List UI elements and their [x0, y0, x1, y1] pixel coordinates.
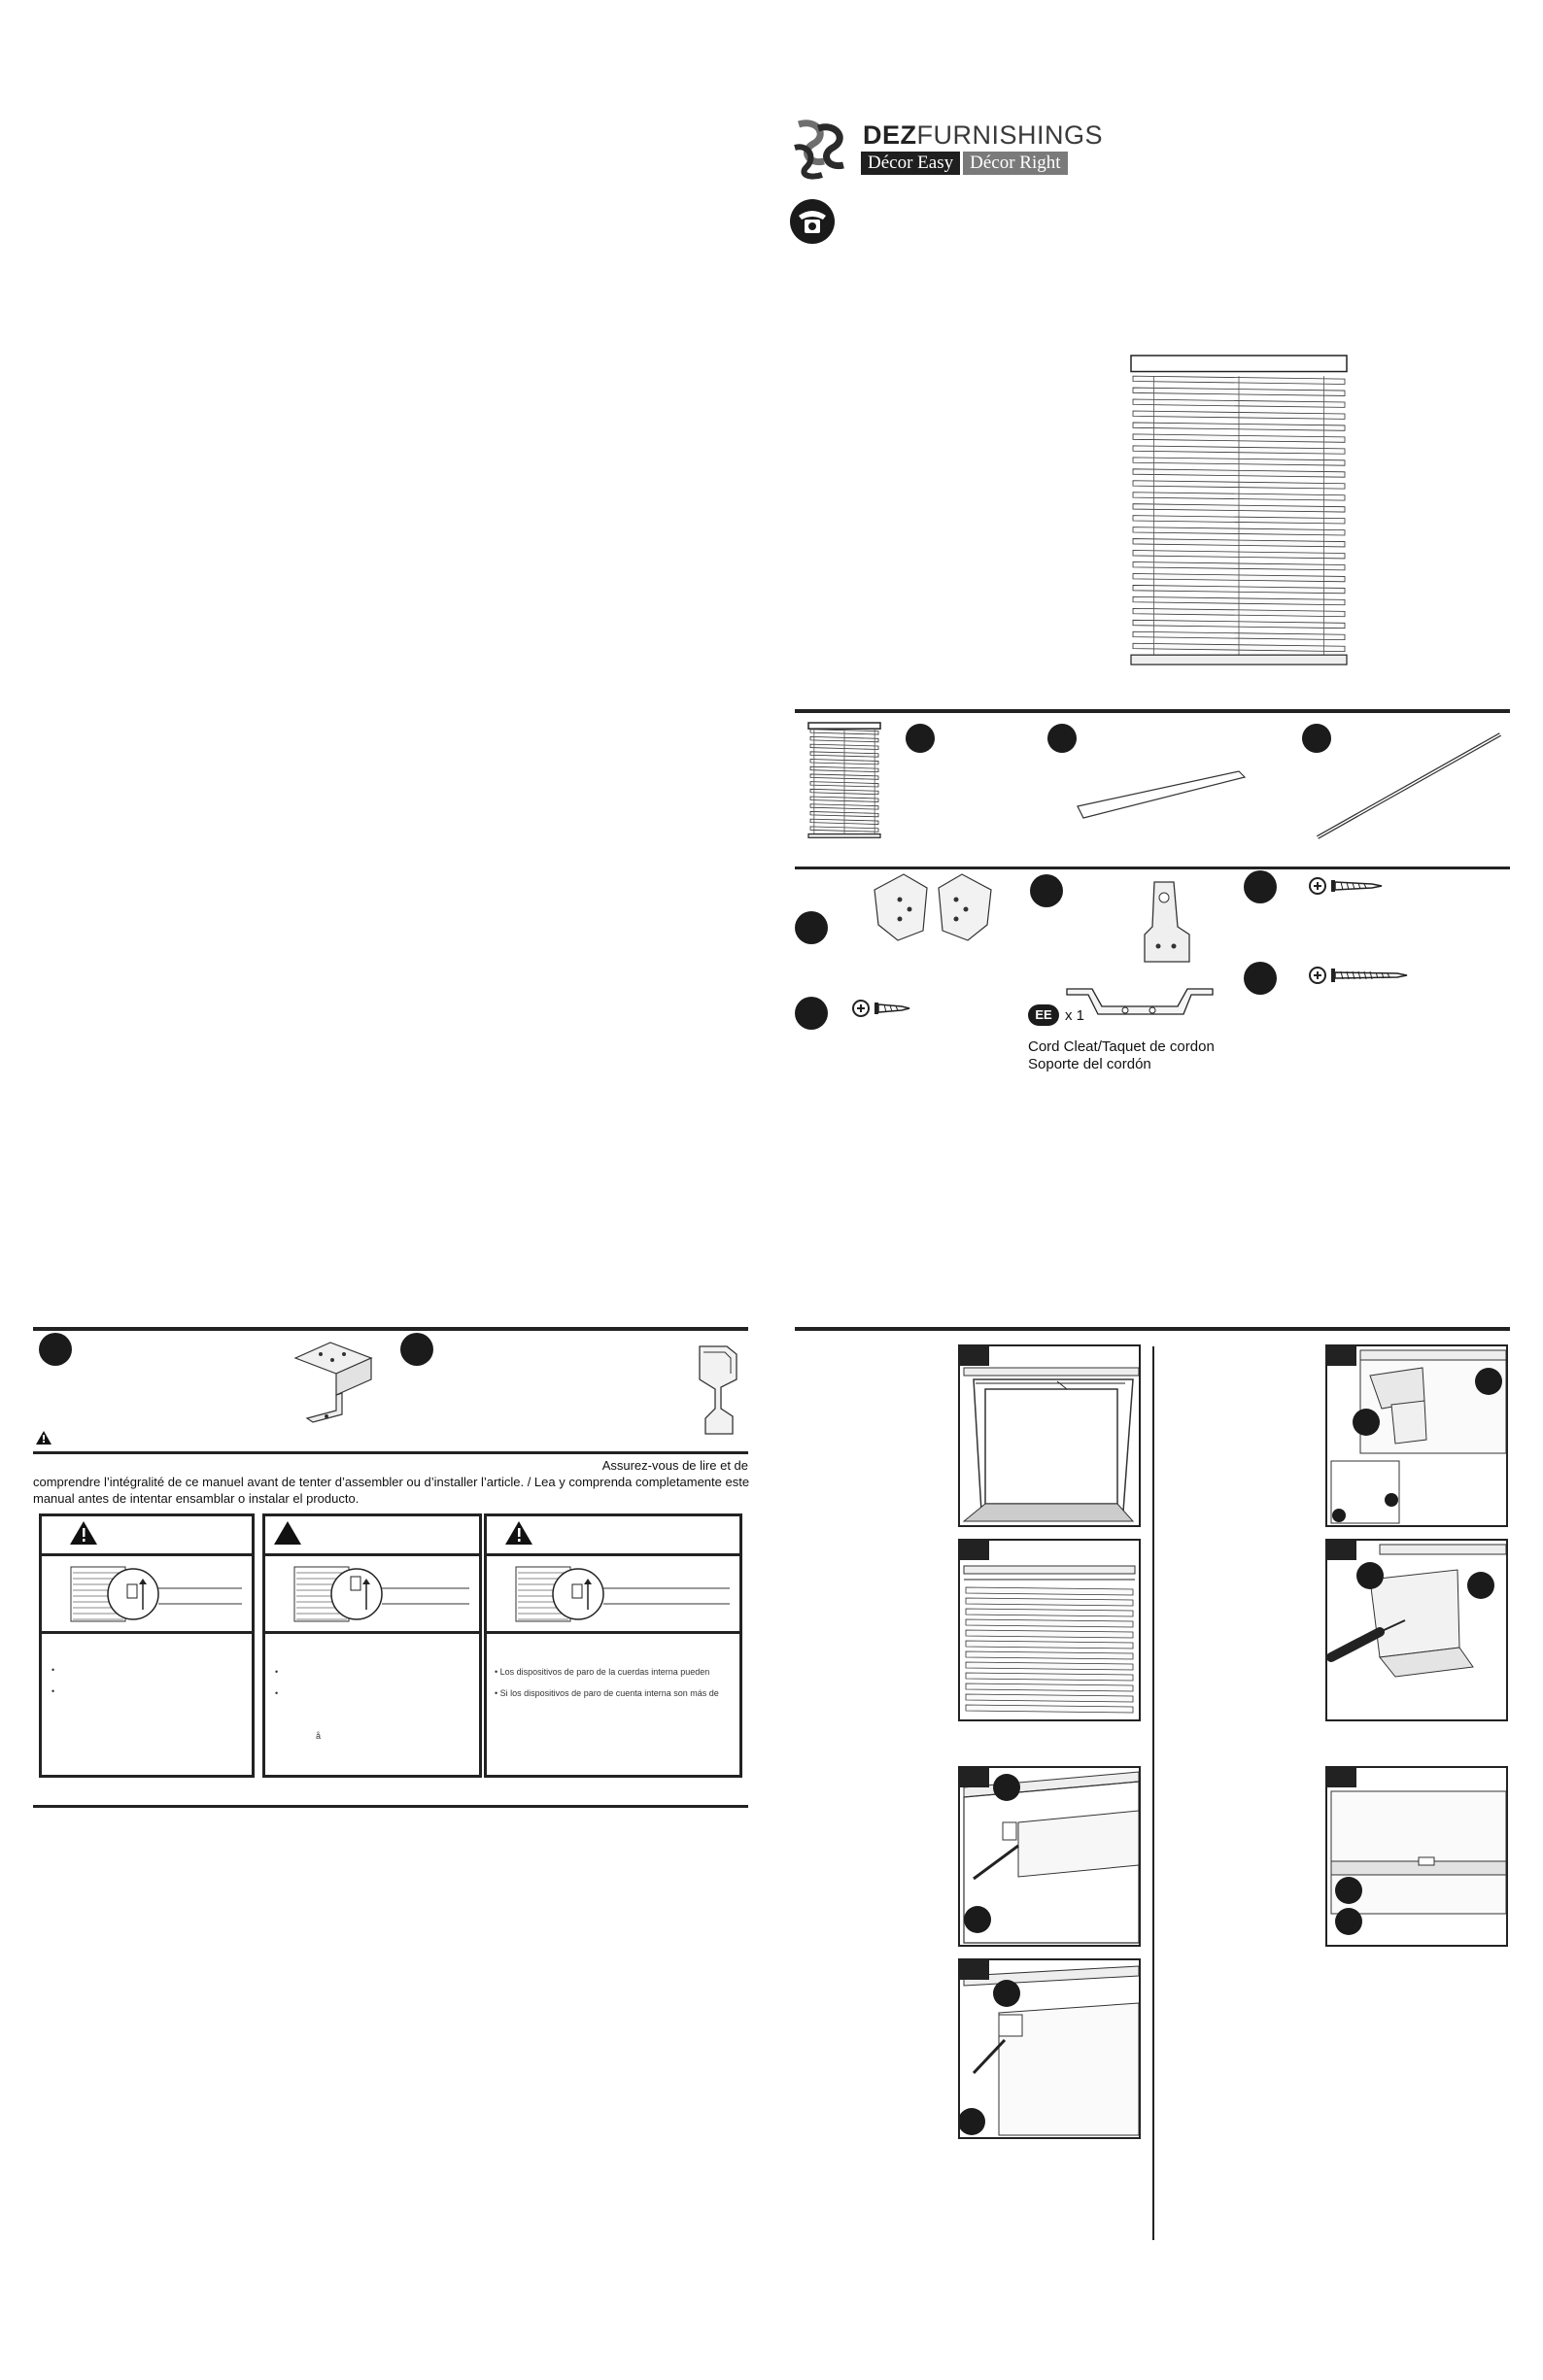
cord-cleat-label-en-fr: Cord Cleat/Taquet de cordon — [1028, 1038, 1215, 1055]
parts-divider-middle — [795, 867, 1510, 869]
panel-3-bullet-2: • Si los dispositivos de paro de cuenta interna son más de — [495, 1688, 719, 1698]
panel-2-bullet-2: • — [275, 1688, 279, 1698]
panel-2-diagram — [265, 1553, 479, 1634]
part-badge-extension-bracket — [39, 1333, 72, 1366]
warning-triangle-icon — [69, 1520, 98, 1546]
left-section-divider-top — [33, 1327, 748, 1331]
step-screw-bracket — [1325, 1539, 1508, 1721]
valance-strip-illustration — [1074, 767, 1249, 826]
part-badge-short-screw — [1244, 870, 1277, 903]
extension-bracket-illustration — [291, 1341, 375, 1424]
step-measure-window — [958, 1344, 1141, 1527]
short-screw-icon — [1308, 874, 1386, 898]
cord-stop-panel-3 — [484, 1513, 742, 1778]
tagline-decor-easy: Décor Easy — [861, 152, 960, 175]
panel-2-bullet-1: • — [275, 1667, 279, 1677]
panel-3-header — [487, 1516, 739, 1556]
hold-down-bracket-illustration — [692, 1341, 742, 1440]
brand-logo — [789, 119, 857, 181]
panel-1-diagram — [42, 1553, 252, 1634]
left-section-divider-bottom — [33, 1805, 748, 1808]
warning-triangle-icon — [504, 1520, 533, 1546]
cord-stop-panel-1 — [39, 1513, 255, 1778]
part-blind-thumbnail — [805, 721, 884, 841]
part-badge-valance — [1047, 724, 1077, 753]
steps-divider-top — [795, 1327, 1510, 1331]
brand-name-rest: FURNISHINGS — [916, 120, 1104, 150]
step-number-badge — [1327, 1768, 1356, 1787]
warning-text-line-2: comprendre l’intégralité de ce manuel avant de tenter d’assembler ou d’installer l’article. / Lea y comprenda completamente este — [33, 1475, 750, 1489]
valance-clip-illustration — [1135, 878, 1193, 968]
cord-stop-panel-2 — [262, 1513, 482, 1778]
brand-tagline — [861, 152, 1068, 175]
panel-1-bullet-2: • — [51, 1686, 55, 1696]
part-badge-blind — [906, 724, 935, 753]
cord-cleat-illustration — [1063, 983, 1218, 1022]
step-number-badge — [960, 1541, 989, 1560]
step-measure-blind — [958, 1539, 1141, 1721]
warning-underline — [33, 1451, 748, 1454]
dez-swirl-logo-icon — [789, 119, 857, 181]
cord-cleat-quantity: x 1 — [1065, 1007, 1085, 1024]
steps-column-divider — [1152, 1346, 1154, 2240]
panel-2-extra-mark: å — [316, 1731, 322, 1741]
part-badge-brackets — [795, 911, 828, 944]
long-screw-icon — [1308, 964, 1409, 987]
part-badge-valance-clip — [1030, 874, 1063, 907]
part-badge-long-screw — [1244, 962, 1277, 995]
small-screw-icon — [851, 997, 919, 1020]
brand-name — [863, 120, 1103, 151]
step-mount-brackets — [958, 1766, 1141, 1947]
wand-illustration — [1312, 729, 1506, 845]
tagline-decor-right: Décor Right — [963, 152, 1067, 175]
step-outside-mount-bracket — [1325, 1344, 1508, 1527]
step-insert-headrail — [958, 1958, 1141, 2139]
step-number-badge — [960, 1346, 989, 1366]
warning-text-line-1: Assurez-vous de lire et de — [601, 1458, 748, 1473]
warning-text-line-3: manual antes de intentar ensamblar o instalar el producto. — [33, 1491, 360, 1506]
panel-1-header — [42, 1516, 252, 1556]
cord-cleat-label-es: Soporte del cordón — [1028, 1056, 1151, 1072]
step-number-badge — [960, 1960, 989, 1980]
part-badge-small-screw — [795, 997, 828, 1030]
panel-3-bullet-1: • Los dispositivos de paro de la cuerdas interna pueden — [495, 1667, 710, 1677]
blind-product-illustration — [1127, 354, 1351, 674]
panel-3-diagram — [487, 1553, 739, 1634]
parts-divider-top — [795, 709, 1510, 713]
cord-cleat-badge-label: EE — [1035, 1007, 1052, 1022]
brand-name-bold: DEZ — [863, 120, 917, 150]
part-badge-hold-down-bracket — [400, 1333, 433, 1366]
telephone-icon — [789, 198, 836, 245]
installation-brackets-illustration — [865, 870, 1001, 946]
panel-2-header — [265, 1516, 479, 1556]
step-attach-valance — [1325, 1766, 1508, 1947]
warning-triangle-icon — [273, 1520, 302, 1546]
cord-cleat-badge — [1028, 1004, 1059, 1026]
warning-triangle-icon — [35, 1430, 52, 1445]
step-number-badge — [1327, 1346, 1356, 1366]
panel-1-bullet-1: • — [51, 1665, 55, 1675]
step-number-badge — [1327, 1541, 1356, 1560]
step-number-badge — [960, 1768, 989, 1787]
